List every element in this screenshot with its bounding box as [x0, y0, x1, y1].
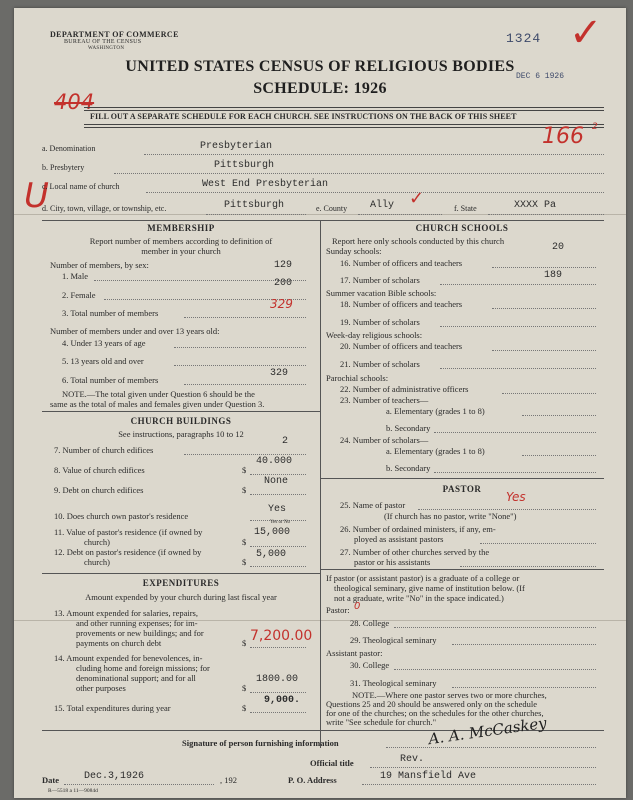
bureau-city: WASHINGTON [88, 46, 125, 51]
q4-under13-label: 4. Under 13 years of age [62, 338, 146, 348]
q10-hint: Yes or No [270, 520, 291, 525]
membership-intro-2: member in your church [141, 246, 221, 256]
q22-label: 22. Number of administrative officers [340, 384, 469, 394]
q19-label: 19. Number of scholars [340, 317, 420, 327]
q4-line [174, 347, 306, 348]
q11-label-1: 11. Value of pastor's residence (if owned by [54, 527, 203, 537]
q23a-line [522, 415, 596, 416]
signature-label: Signature of person furnishing information [182, 738, 339, 748]
schools-intro: Report here only schools conducted by this church [332, 236, 505, 246]
q9-debt-label: 9. Debt on church edifices [54, 485, 144, 495]
expenditures-intro: Amount expended by your church during last fiscal year [85, 592, 277, 602]
instruction-rule-top [84, 107, 604, 111]
q15-total-value: 9,000. [264, 695, 301, 706]
q7-edifices-value: 2 [282, 436, 289, 447]
signature-line [386, 747, 596, 748]
date-line [64, 784, 214, 785]
q10-residence-value: Yes [268, 504, 287, 515]
q10-residence-label: 10. Does church own pastor's residence [54, 511, 189, 521]
buildings-rule [42, 411, 320, 412]
q20-label: 20. Number of officers and teachers [340, 341, 463, 351]
denomination-label: a. Denomination [42, 144, 96, 153]
graduate-intro-1: If pastor (or assistant pastor) is a graduate of a college or [326, 573, 520, 583]
county-line [358, 214, 442, 215]
q24a-line [522, 455, 596, 456]
presbytery-label: b. Presbytery [42, 163, 85, 172]
q16-value: 20 [552, 242, 565, 253]
q27-label-2: pastor or his assistants [354, 557, 431, 567]
grid-rule-top [42, 220, 604, 221]
county-label: e. County [316, 204, 348, 213]
q2-female-value: 200 [274, 278, 293, 289]
q25-label: 25. Name of pastor [340, 500, 406, 510]
graduate-rule [320, 569, 604, 570]
presbytery-value: Pittsburgh [214, 160, 275, 171]
q28-label: 28. College [350, 618, 390, 628]
pastor-note-1: NOTE.—Where one pastor serves two or more churches, [352, 690, 547, 700]
received-date-stamp: DEC 6 1926 [516, 72, 565, 81]
q11-label-2: church) [84, 537, 110, 547]
pastor-note-2: Questions 25 and 20 should be answered only on the schedule [326, 699, 538, 709]
q9-debt-value: None [264, 476, 289, 487]
q21-label: 21. Number of scholars [340, 359, 420, 369]
church-name-value: West End Presbyterian [202, 179, 329, 190]
q17-line [440, 284, 596, 285]
q25-line [418, 509, 596, 510]
q27-label-1: 27. Number of other churches served by the [340, 547, 490, 557]
instruction-rule-bottom [84, 124, 604, 128]
buildings-heading: CHURCH BUILDINGS [130, 416, 232, 426]
q13-label-3: provements or new buildings; and for [76, 628, 204, 638]
q3-total-value: 329 [270, 297, 293, 311]
q14-value: 1800.00 [256, 674, 299, 685]
q19-line [440, 326, 596, 327]
bureau-name: BUREAU OF THE CENSUS [64, 39, 142, 45]
summer-schools-label: Summer vacation Bible schools: [326, 288, 437, 298]
q3-total-label: 3. Total number of members [62, 308, 159, 318]
q14-label-2: cluding home and foreign missions; for [76, 663, 210, 673]
q25-hint: (If church has no pastor, write "None") [384, 511, 517, 521]
red-check-mark: ✓ [569, 10, 603, 56]
city-label: d. City, town, village, or township, etc. [42, 204, 167, 213]
q14-dollar: $ [242, 683, 247, 693]
q13-label-2: and other running expenses; for im- [76, 618, 198, 628]
signature-handwritten: A. A. McCaskey [427, 713, 548, 749]
q1-male-label: 1. Male [62, 271, 88, 281]
membership-heading: MEMBERSHIP [147, 223, 215, 233]
q26-label-2: ployed as assistant pastors [354, 534, 444, 544]
q11-dollar: $ [242, 537, 247, 547]
pastor-subheading: Pastor: [326, 605, 350, 615]
assistant-subheading: Assistant pastor: [326, 648, 383, 658]
red-check-county: ✓ [409, 188, 425, 209]
q15-dollar: $ [242, 703, 247, 713]
q29-label: 29. Theological seminary [350, 635, 437, 645]
sunday-schools-label: Sunday schools: [326, 246, 382, 256]
instruction-banner: FILL OUT A SEPARATE SCHEDULE FOR EACH CHURCH. SEE INSTRUCTIONS ON THE BACK OF THIS SHEET [90, 112, 517, 121]
q7-line [184, 454, 306, 455]
q30-label: 30. College [350, 660, 390, 670]
date-value: Dec.3,1926 [84, 771, 145, 782]
q5-over13-label: 5. 13 years old and over [62, 356, 144, 366]
q1-male-value: 129 [274, 260, 293, 271]
q18-label: 18. Number of officers and teachers [340, 299, 463, 309]
q12-label-2: church) [84, 557, 110, 567]
pastor-heading: PASTOR [442, 484, 482, 494]
state-label: f. State [454, 204, 477, 213]
q11-line [250, 546, 306, 547]
date-year-suffix: , 192 [220, 775, 237, 785]
q16-line [492, 267, 596, 268]
parochial-schools-label: Parochial schools: [326, 373, 389, 383]
expenditures-heading: EXPENDITURES [142, 578, 220, 588]
q6-total-value: 329 [270, 368, 289, 379]
q17-label: 17. Number of scholars [340, 275, 420, 285]
q6-total-label: 6. Total number of members [62, 375, 159, 385]
q24-label: 24. Number of scholars— [340, 435, 429, 445]
city-line [206, 214, 306, 215]
red-letter-u: U [24, 176, 49, 216]
q12-dollar: $ [242, 557, 247, 567]
buildings-intro: See instructions, paragraphs 10 to 12 [118, 429, 244, 439]
q31-label: 31. Theological seminary [350, 678, 437, 688]
q8-dollar: $ [242, 465, 247, 475]
q8-value-label: 8. Value of church edifices [54, 465, 145, 475]
q6-line [184, 384, 306, 385]
q3-line [184, 317, 306, 318]
presbytery-line [114, 173, 604, 174]
date-label: Date [42, 775, 59, 785]
q25-value: Yes [506, 490, 526, 504]
q24a-label: a. Elementary (grades 1 to 8) [386, 446, 485, 456]
pastor-note-4: write "See schedule for church." [326, 717, 437, 727]
denomination-value: Presbyterian [200, 141, 273, 152]
q31-line [452, 687, 596, 688]
q13-label-4: payments on church debt [76, 638, 162, 648]
q8-line [250, 474, 306, 475]
official-title-label: Official title [310, 758, 354, 768]
state-line [488, 214, 604, 215]
state-value: XXXX Pa [514, 200, 557, 211]
q8-value-value: 40.000 [256, 456, 293, 467]
form-code: R—5518 a 11—9084d [48, 788, 98, 794]
q20-line [492, 350, 596, 351]
po-address-value: 19 Mansfield Ave [380, 771, 477, 782]
q15-line [250, 712, 306, 713]
q22-line [502, 393, 596, 394]
pastor-red-mark: 0 [354, 601, 361, 612]
church-name-line [146, 192, 604, 193]
q9-line [250, 494, 306, 495]
q14-label-1: 14. Amount expended for benevolences, in- [54, 653, 203, 663]
q23a-label: a. Elementary (grades 1 to 8) [386, 406, 485, 416]
form-title: UNITED STATES CENSUS OF RELIGIOUS BODIES [125, 58, 515, 75]
po-address-label: P. O. Address [288, 775, 337, 785]
county-value: Ally [370, 200, 395, 211]
expenditures-rule [42, 573, 320, 574]
graduate-intro-3: not a graduate, write "No" in the space indicated.) [334, 593, 504, 603]
members-by-sex-label: Number of members, by sex: [50, 260, 149, 270]
schools-heading: CHURCH SCHOOLS [415, 223, 509, 233]
denomination-line [144, 154, 604, 155]
q5-line [174, 365, 306, 366]
form-serial-number: 1324 [506, 31, 542, 46]
membership-note-1: NOTE.—The total given under Question 6 should be the [62, 389, 255, 399]
q26-label-1: 26. Number of ordained ministers, if any, em- [340, 524, 496, 534]
red-superscript: 2 [592, 122, 598, 132]
graduate-intro-2: theological seminary, give name of institution below. (If [334, 583, 525, 593]
membership-intro-1: Report number of members according to definition of [89, 236, 273, 246]
q13-label-1: 13. Amount expended for salaries, repairs, [54, 608, 198, 618]
q23b-label: b. Secondary [386, 423, 431, 433]
q21-line [440, 368, 596, 369]
age-intro-label: Number of members under and over 13 years old: [50, 326, 220, 336]
q28-line [394, 627, 596, 628]
census-schedule-sheet [14, 8, 626, 798]
q18-line [492, 308, 596, 309]
q9-dollar: $ [242, 485, 247, 495]
q27-line [460, 566, 596, 567]
q17-value: 189 [544, 270, 563, 281]
church-name-label: c. Local name of church [42, 182, 120, 191]
red-number-166: 166 [542, 124, 584, 149]
department-name: DEPARTMENT OF COMMERCE [50, 30, 179, 39]
membership-note-2: same as the total of males and females given under Question 3. [50, 399, 265, 409]
pastor-rule [320, 478, 604, 479]
q29-line [452, 644, 596, 645]
q12-line [250, 566, 306, 567]
q2-female-label: 2. Female [62, 290, 96, 300]
q23b-line [434, 432, 596, 433]
city-value: Pittsburgh [224, 200, 285, 211]
q24b-label: b. Secondary [386, 463, 431, 473]
weekday-schools-label: Week-day religious schools: [326, 330, 423, 340]
q26-line [480, 543, 596, 544]
q13-line [250, 647, 306, 648]
q13-value: 7,200.00 [250, 628, 313, 644]
q11-value: 15,000 [254, 527, 291, 538]
pastor-note-3: for one of the churches; on the schedules for the other churches, [326, 708, 544, 718]
q30-line [394, 669, 596, 670]
q7-edifices-label: 7. Number of church edifices [54, 445, 154, 455]
q13-dollar: $ [242, 638, 247, 648]
form-subtitle: SCHEDULE: 1926 [253, 80, 387, 97]
q12-value: 5,000 [256, 549, 287, 560]
q14-line [250, 692, 306, 693]
q23-label: 23. Number of teachers— [340, 395, 429, 405]
po-address-line [362, 784, 596, 785]
q12-label-1: 12. Debt on pastor's residence (if owned by [54, 547, 202, 557]
q15-total-label: 15. Total expenditures during year [54, 703, 171, 713]
official-title-value: Rev. [400, 754, 425, 765]
q16-label: 16. Number of officers and teachers [340, 258, 463, 268]
q14-label-4: other purposes [76, 683, 126, 693]
official-title-line [370, 767, 596, 768]
q14-label-3: denominational support; and for all [76, 673, 196, 683]
q24b-line [434, 472, 596, 473]
red-number-404: 404 [54, 90, 95, 114]
